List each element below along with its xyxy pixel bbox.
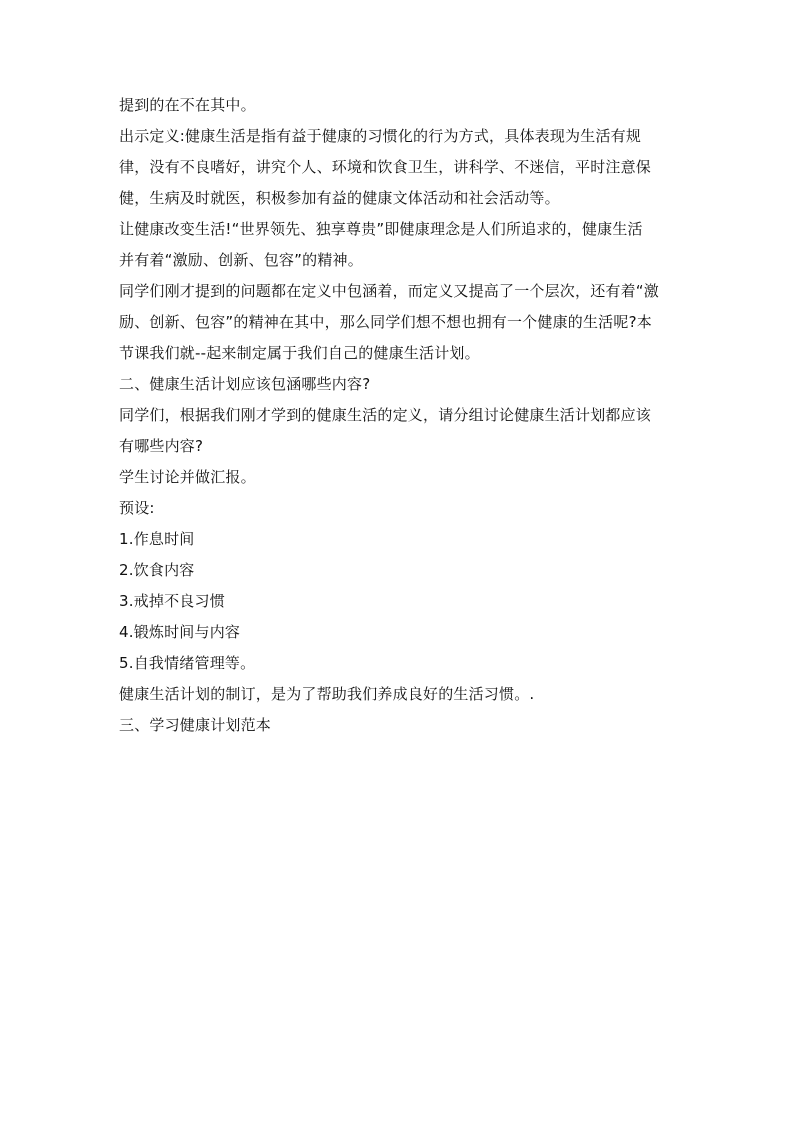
list-item: 4.锻炼时间与内容 [119, 623, 241, 641]
text-line: 预设: [119, 499, 155, 517]
document-body [119, 90, 679, 741]
text-line: 出示定义:健康生活是指有益于健康的习惯化的行为方式，具体表现为生活有规 [119, 127, 642, 145]
text-line: 节课我们就--起来制定属于我们自己的健康生活计划。 [119, 344, 480, 362]
text-line: 有哪些内容? [119, 437, 204, 455]
text-line: 并有着“激励、创新、包容”的精神。 [119, 251, 363, 269]
text-line: 律，没有不良嗜好，讲究个人、环境和饮食卫生，讲科学、不迷信，平时注意保 [119, 158, 652, 176]
list-item: 1.作息时间 [119, 530, 195, 548]
list-item: 2.饮食内容 [119, 561, 195, 579]
list-item: 3.戒掉不良习惯 [119, 592, 225, 610]
text-line: 健康生活计划的制订，是为了帮助我们养成良好的生活习惯。. [119, 685, 535, 703]
text-line: 同学们，根据我们刚才学到的健康生活的定义，请分组讨论健康生活计划都应该 [119, 406, 652, 424]
section-heading: 三、学习健康计划范本 [119, 716, 272, 734]
text-line: 提到的在不在其中。 [119, 96, 256, 114]
list-item: 5.自我情绪管理等。 [119, 654, 256, 672]
section-heading: 二、健康生活计划应该包涵哪些内容? [119, 375, 371, 393]
text-line: 学生讨论并做汇报。 [119, 468, 256, 486]
text-line: 同学们刚才提到的问题都在定义中包涵着，而定义又提高了一个层次，还有着“激 [119, 282, 659, 300]
text-line: 让健康改变生活!“世界领先、独享尊贵”即健康理念是人们所追求的，健康生活 [119, 220, 643, 238]
text-line: 励、创新、包容”的精神在其中，那么同学们想不想也拥有一个健康的生活呢?本 [119, 313, 652, 331]
text-line: 健，生病及时就医，积极参加有益的健康文体活动和社会活动等。 [119, 189, 560, 207]
